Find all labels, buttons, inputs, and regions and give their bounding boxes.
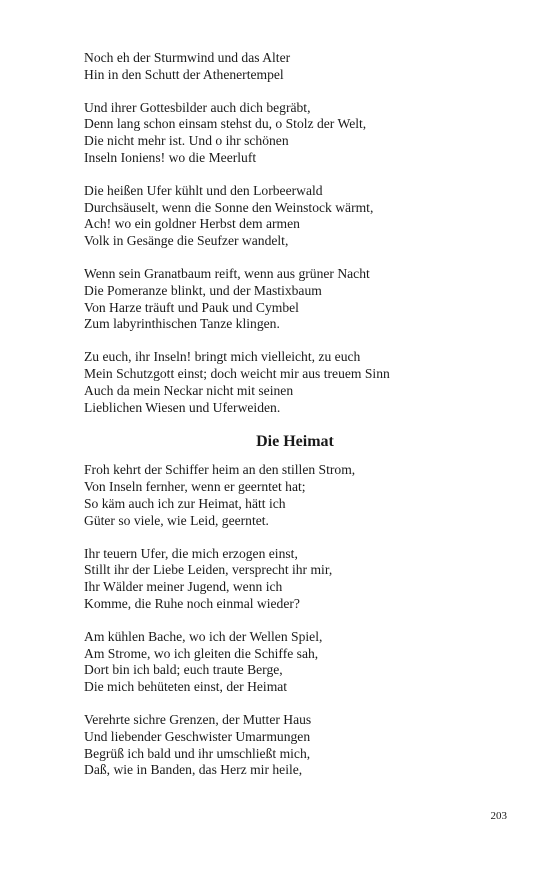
verse-line: Ihr Wälder meiner Jugend, wenn ich [84, 579, 283, 595]
verse-line: Durchsäuselt, wenn die Sonne den Weinstock wärmt, [84, 199, 374, 215]
verse-line: Froh kehrt der Schiffer heim an den stillen Strom, [84, 462, 356, 478]
verse-line: Stillt ihr der Liebe Leiden, versprecht ihr mir, [84, 562, 333, 578]
verse-line: Die mich behüteten einst, der Heimat [84, 679, 288, 695]
verse-line: Inseln Ioniens! wo die Meerluft [84, 149, 257, 165]
verse-line: Ach! wo ein goldner Herbst dem armen [84, 216, 300, 232]
verse-line: Von Inseln fernher, wenn er geerntet hat; [84, 479, 306, 495]
verse-line: Wenn sein Granatbaum reift, wenn aus grüner Nacht [84, 265, 370, 281]
verse-line: Von Harze träuft und Pauk und Cymbel [84, 299, 299, 315]
verse-line: Hin in den Schutt der Athenertempel [84, 66, 284, 82]
page-content [84, 50, 484, 795]
verse-line: Und ihrer Gottesbilder auch dich begräbt, [84, 99, 311, 115]
verse-line: Auch da mein Neckar nicht mit seinen [84, 382, 294, 398]
verse-line: So käm auch ich zur Heimat, hätt ich [84, 495, 286, 511]
verse-line: Und liebender Geschwister Umarmungen [84, 728, 311, 744]
verse-line: Zu euch, ihr Inseln! bringt mich vielleicht, zu euch [84, 349, 361, 365]
stanza [84, 712, 484, 779]
stanza [84, 50, 484, 84]
verse-line: Daß, wie in Banden, das Herz mir heile, [84, 762, 303, 778]
stanza [84, 100, 484, 167]
verse-line: Dort bin ich bald; euch traute Berge, [84, 662, 283, 678]
verse-line: Lieblichen Wiesen und Uferweiden. [84, 399, 281, 415]
stanza [84, 266, 484, 333]
poem-title: Die Heimat [256, 433, 334, 451]
verse-line: Ihr teuern Ufer, die mich erzogen einst, [84, 545, 298, 561]
page-number: 203 [490, 810, 507, 822]
verse-line: Mein Schutzgott einst; doch weicht mir aus treuem Sinn [84, 365, 390, 381]
verse-line: Zum labyrinthischen Tanze klingen. [84, 316, 280, 332]
verse-line: Am Strome, wo ich gleiten die Schiffe sah, [84, 645, 319, 661]
poem-die-heimat [84, 432, 484, 779]
stanza [84, 462, 484, 529]
stanza [84, 183, 484, 250]
verse-line: Denn lang schon einsam stehst du, o Stolz der Welt, [84, 116, 367, 132]
verse-line: Die heißen Ufer kühlt und den Lorbeerwald [84, 182, 323, 198]
verse-line: Begrüß ich bald und ihr umschließt mich, [84, 745, 311, 761]
verse-line: Die Pomeranze blinkt, und der Mastixbaum [84, 282, 322, 298]
verse-line: Volk in Gesänge die Seufzer wandelt, [84, 233, 289, 249]
stanza [84, 349, 484, 416]
verse-line: Die nicht mehr ist. Und o ihr schönen [84, 133, 289, 149]
verse-line: Am kühlen Bache, wo ich der Wellen Spiel, [84, 628, 323, 644]
verse-line: Komme, die Ruhe noch einmal wieder? [84, 595, 300, 611]
stanza [84, 546, 484, 613]
poem-continued [84, 50, 484, 416]
verse-line: Verehrte sichre Grenzen, der Mutter Haus [84, 711, 312, 727]
verse-line: Noch eh der Sturmwind und das Alter [84, 50, 291, 65]
verse-line: Güter so viele, wie Leid, geerntet. [84, 512, 269, 528]
stanza [84, 629, 484, 696]
